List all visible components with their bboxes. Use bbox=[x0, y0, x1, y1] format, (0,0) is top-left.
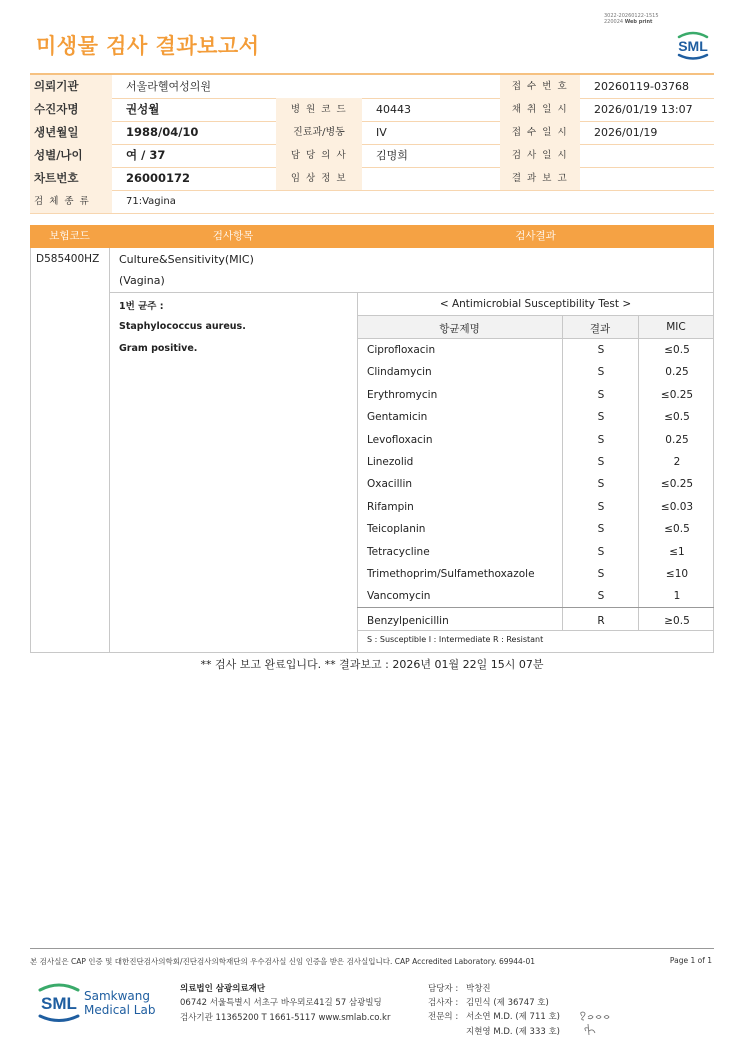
tester-name: 김민식 (제 36747 호) bbox=[466, 998, 549, 1008]
sml-logo-footer bbox=[36, 980, 82, 1030]
specialist-name-2: 지현영 M.D. (제 333 호) bbox=[466, 1027, 561, 1037]
table-border-left bbox=[30, 248, 31, 653]
antibiotic-name: Levofloxacin bbox=[367, 433, 433, 446]
antibiotic-result: S bbox=[597, 366, 605, 379]
antibiotic-mic: 0.25 bbox=[665, 433, 689, 446]
table-divider bbox=[109, 292, 714, 293]
label-patient-name: 수진자명 bbox=[30, 98, 112, 121]
label-clinical-info: 임 상 정 보 bbox=[276, 167, 362, 190]
specialist-name-1: 서소연 M.D. (제 711 호) bbox=[466, 1012, 561, 1022]
antibiotic-result: S bbox=[597, 411, 605, 424]
antibiotic-result: S bbox=[597, 523, 605, 536]
brand-line1: Samkwang bbox=[84, 989, 150, 1003]
print-code bbox=[604, 13, 659, 25]
table-row bbox=[358, 429, 714, 451]
test-name: Culture&Sensitivity(MIC) bbox=[119, 253, 254, 266]
ast-col-mic: MIC bbox=[666, 321, 686, 333]
value-patient-name: 권성월 bbox=[126, 102, 160, 116]
table-row bbox=[358, 496, 714, 518]
antibiotic-name: Ciprofloxacin bbox=[367, 344, 436, 356]
sml-logo-text: SML bbox=[678, 38, 708, 54]
table-row bbox=[358, 406, 714, 428]
antibiotic-name: Tetracycline bbox=[367, 545, 430, 558]
table-row bbox=[358, 610, 714, 632]
label-report-date: 결 과 보 고 bbox=[500, 167, 580, 190]
specialist-row bbox=[428, 1010, 561, 1022]
value-specimen-type: 71:Vagina bbox=[126, 196, 176, 207]
ast-legend: S : Susceptible I : Intermediate R : Resistant bbox=[367, 635, 544, 644]
table-row bbox=[358, 384, 714, 406]
print-code-line1: 3022-20260122-1515 bbox=[604, 13, 659, 19]
table-row bbox=[358, 563, 714, 585]
info-row bbox=[30, 98, 714, 122]
table-row bbox=[358, 451, 714, 473]
handwritten-signature bbox=[578, 1009, 612, 1043]
manager-row bbox=[428, 982, 491, 994]
antibiotic-mic: 1 bbox=[673, 590, 681, 603]
antibiotic-name: Clindamycin bbox=[367, 366, 432, 379]
gram-stain: Gram positive. bbox=[119, 343, 198, 354]
antibiotic-name: Oxacillin bbox=[367, 478, 413, 491]
antibiotic-result: S bbox=[597, 590, 605, 603]
antibiotic-mic: ≤0.5 bbox=[664, 344, 690, 356]
ast-col-result: 결과 bbox=[589, 323, 611, 335]
value-test-date bbox=[594, 144, 714, 167]
label-received-date: 접 수 일 시 bbox=[500, 121, 580, 144]
antibiotic-mic: ≤0.25 bbox=[660, 388, 694, 401]
value-birthdate: 1988/04/10 bbox=[126, 125, 199, 139]
label-birthdate: 생년월일 bbox=[30, 121, 112, 144]
value-accession-no: 20260119-03768 bbox=[594, 80, 689, 93]
cap-accreditation-note: 본 검사실은 CAP 인증 및 대한진단검사의학회/진단검사의학재단의 우수검사실 신임 인증을 받은 검사실입니다. CAP Accredited Laboratory. 69944-01 bbox=[30, 957, 536, 966]
value-clinical-info bbox=[376, 167, 496, 190]
antibiotic-result: S bbox=[597, 478, 605, 491]
antibiotic-mic: ≥0.5 bbox=[664, 614, 690, 627]
antibiotic-result: S bbox=[597, 388, 605, 401]
insurance-code: D585400HZ bbox=[36, 253, 100, 265]
info-row bbox=[30, 75, 714, 99]
antibiotic-name: Linezolid bbox=[367, 456, 414, 468]
col-test-result: 검사결과 bbox=[515, 230, 556, 242]
antibiotic-result: R bbox=[597, 614, 605, 627]
value-requesting-org: 서울라헬여성의원 bbox=[126, 80, 212, 93]
ast-title: < Antimicrobial Susceptibility Test > bbox=[439, 298, 632, 310]
antibiotic-mic: 0.25 bbox=[665, 366, 689, 379]
label-test-date: 검 사 일 시 bbox=[500, 144, 580, 167]
col-insurance-code: 보험코드 bbox=[49, 230, 90, 242]
antibiotic-result: S bbox=[597, 568, 605, 580]
tester-label: 검사자 : bbox=[428, 998, 459, 1008]
antibiotic-result: S bbox=[597, 456, 605, 468]
label-department: 진료과/병동 bbox=[276, 121, 362, 144]
organism-name: Staphylococcus aureus. bbox=[119, 321, 246, 332]
antibiotic-name: Vancomycin bbox=[367, 590, 431, 603]
label-sex-age: 성별/나이 bbox=[30, 144, 112, 167]
info-row bbox=[30, 144, 714, 168]
value-physician: 김명희 bbox=[376, 149, 408, 162]
foundation-name: 의료법인 삼광의료재단 bbox=[180, 984, 266, 994]
antibiotic-name: Rifampin bbox=[367, 500, 414, 513]
label-specimen-type: 검 체 종 류 bbox=[30, 190, 112, 213]
antibiotic-name: Erythromycin bbox=[367, 388, 438, 401]
label-accession-no: 접 수 번 호 bbox=[500, 75, 580, 98]
contact-info: 검사기관 11365200 T 1661-5117 www.smlab.co.kr bbox=[180, 1013, 391, 1023]
table-row bbox=[358, 339, 714, 361]
brand-line2: Medical Lab bbox=[84, 1003, 156, 1017]
col-test-item: 검사항목 bbox=[212, 230, 254, 242]
manager-label: 담당자 : bbox=[428, 984, 459, 994]
value-hospital-code: 40443 bbox=[376, 103, 411, 116]
antibiotic-result: S bbox=[597, 344, 605, 356]
table-row bbox=[358, 585, 714, 607]
value-report-date bbox=[594, 167, 714, 190]
tester-row bbox=[428, 996, 549, 1008]
antibiotic-name: Teicoplanin bbox=[367, 523, 426, 536]
value-collection-time: 2026/01/19 13:07 bbox=[594, 103, 693, 116]
value-chart-no: 26000172 bbox=[126, 171, 191, 185]
value-department: IV bbox=[376, 126, 387, 139]
antibiotic-mic: 2 bbox=[673, 456, 681, 468]
print-label: Web print bbox=[624, 19, 653, 25]
antibiotic-mic: ≤10 bbox=[665, 568, 689, 580]
table-row bbox=[358, 541, 714, 563]
antibiotic-name: Benzylpenicillin bbox=[367, 614, 449, 627]
antibiotic-mic: ≤1 bbox=[669, 545, 685, 558]
sml-logo-footer-text: SML bbox=[41, 994, 77, 1013]
table-border-bottom bbox=[30, 652, 714, 653]
isolate-label: 1번 균주 : bbox=[119, 301, 164, 312]
ast-col-drug: 항균제명 bbox=[439, 323, 480, 335]
antibiotic-mic: ≤0.5 bbox=[664, 411, 690, 424]
info-row bbox=[30, 190, 714, 214]
page-number: Page 1 of 1 bbox=[669, 956, 712, 965]
antibiotic-mic: ≤0.25 bbox=[660, 478, 694, 491]
table-row bbox=[358, 361, 714, 383]
antibiotic-result: S bbox=[597, 433, 605, 446]
value-sex-age: 여 / 37 bbox=[126, 148, 166, 162]
table-row bbox=[358, 518, 714, 540]
info-row bbox=[30, 121, 714, 145]
brand-name bbox=[84, 989, 155, 1017]
page-title: 미생물 검사 결과보고서 bbox=[36, 34, 260, 58]
completion-note: ** 검사 보고 완료입니다. ** 결과보고 : 2026년 01월 22일 15시 07분 bbox=[200, 658, 544, 671]
print-code-line2: 220024 bbox=[604, 19, 624, 25]
antibiotic-mic: ≤0.03 bbox=[660, 500, 694, 513]
antibiotic-mic: ≤0.5 bbox=[664, 523, 690, 536]
sml-logo bbox=[673, 27, 713, 67]
address: 06742 서울특별시 서초구 바우뫼로41길 57 삼광빌딩 bbox=[180, 998, 382, 1008]
specimen-source: (Vagina) bbox=[119, 274, 165, 287]
specialist-label: 전문의 : bbox=[428, 1012, 459, 1022]
label-requesting-org: 의뢰기관 bbox=[30, 75, 112, 98]
value-received-date: 2026/01/19 bbox=[594, 126, 658, 139]
antibiotic-result: S bbox=[597, 500, 605, 513]
results-header bbox=[30, 225, 714, 248]
footer-divider bbox=[30, 948, 714, 949]
label-chart-no: 차트번호 bbox=[30, 167, 112, 190]
antibiotic-name: Gentamicin bbox=[367, 411, 428, 424]
antibiotic-name: Trimethoprim/Sulfamethoxazole bbox=[367, 568, 535, 580]
table-divider bbox=[109, 248, 110, 653]
label-physician: 담 당 의 사 bbox=[276, 144, 362, 167]
manager-name: 박창진 bbox=[466, 984, 491, 994]
label-collection-time: 채 취 일 시 bbox=[500, 98, 580, 121]
table-row bbox=[358, 473, 714, 495]
antibiotic-result: S bbox=[597, 545, 605, 558]
label-hospital-code: 병 원 코 드 bbox=[276, 98, 362, 121]
info-row bbox=[30, 167, 714, 191]
